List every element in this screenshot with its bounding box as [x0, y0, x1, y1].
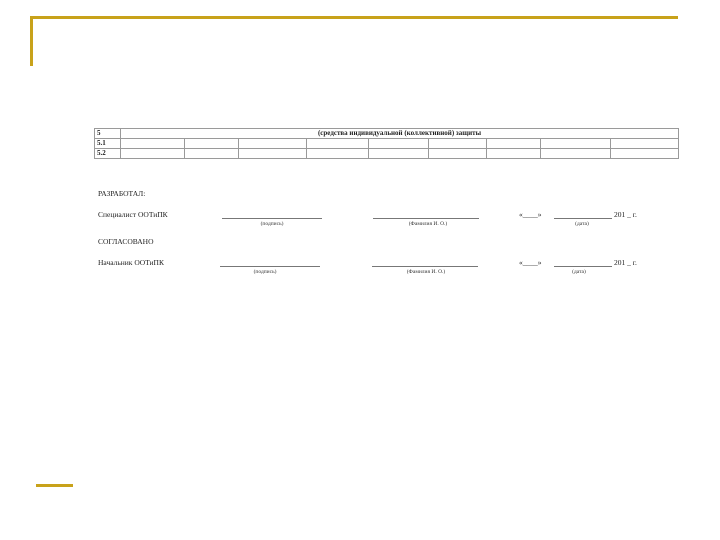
- name-line: [372, 266, 478, 267]
- date-line: [554, 218, 612, 219]
- row-number: 5: [95, 129, 121, 139]
- year-text: 201 _ г.: [614, 258, 637, 267]
- top-accent-line: [30, 16, 678, 19]
- signature-line: [222, 218, 322, 219]
- signature-caption: (подпись): [260, 221, 284, 227]
- date-quote: «____»: [519, 258, 542, 267]
- signature-line: [220, 266, 320, 267]
- section-title: (средства индивидуальной (коллективной) защиты: [121, 129, 679, 139]
- row-number: 5.2: [95, 149, 121, 159]
- developed-heading: РАЗРАБОТАЛ:: [98, 189, 146, 198]
- bottom-accent-line: [36, 484, 73, 487]
- name-caption: (Фамилия И. О.): [408, 221, 448, 227]
- table-row: [95, 129, 679, 139]
- date-caption: (дата): [572, 269, 586, 275]
- table-row: [95, 149, 679, 159]
- name-caption: (Фамилия И. О.): [406, 269, 446, 275]
- approved-role: Начальник ООТиПК: [98, 258, 164, 267]
- left-accent-line: [30, 16, 33, 66]
- approved-heading: СОГЛАСОВАНО: [98, 237, 154, 246]
- year-text: 201 _ г.: [614, 210, 637, 219]
- signature-caption: (подпись): [253, 269, 277, 275]
- developed-role: Специалист ООТиПК: [98, 210, 168, 219]
- table-row: [95, 139, 679, 149]
- date-caption: (дата): [575, 221, 589, 227]
- date-quote: «____»: [519, 210, 542, 219]
- row-number: 5.1: [95, 139, 121, 149]
- name-line: [373, 218, 479, 219]
- protection-table: [94, 128, 679, 159]
- date-line: [554, 266, 612, 267]
